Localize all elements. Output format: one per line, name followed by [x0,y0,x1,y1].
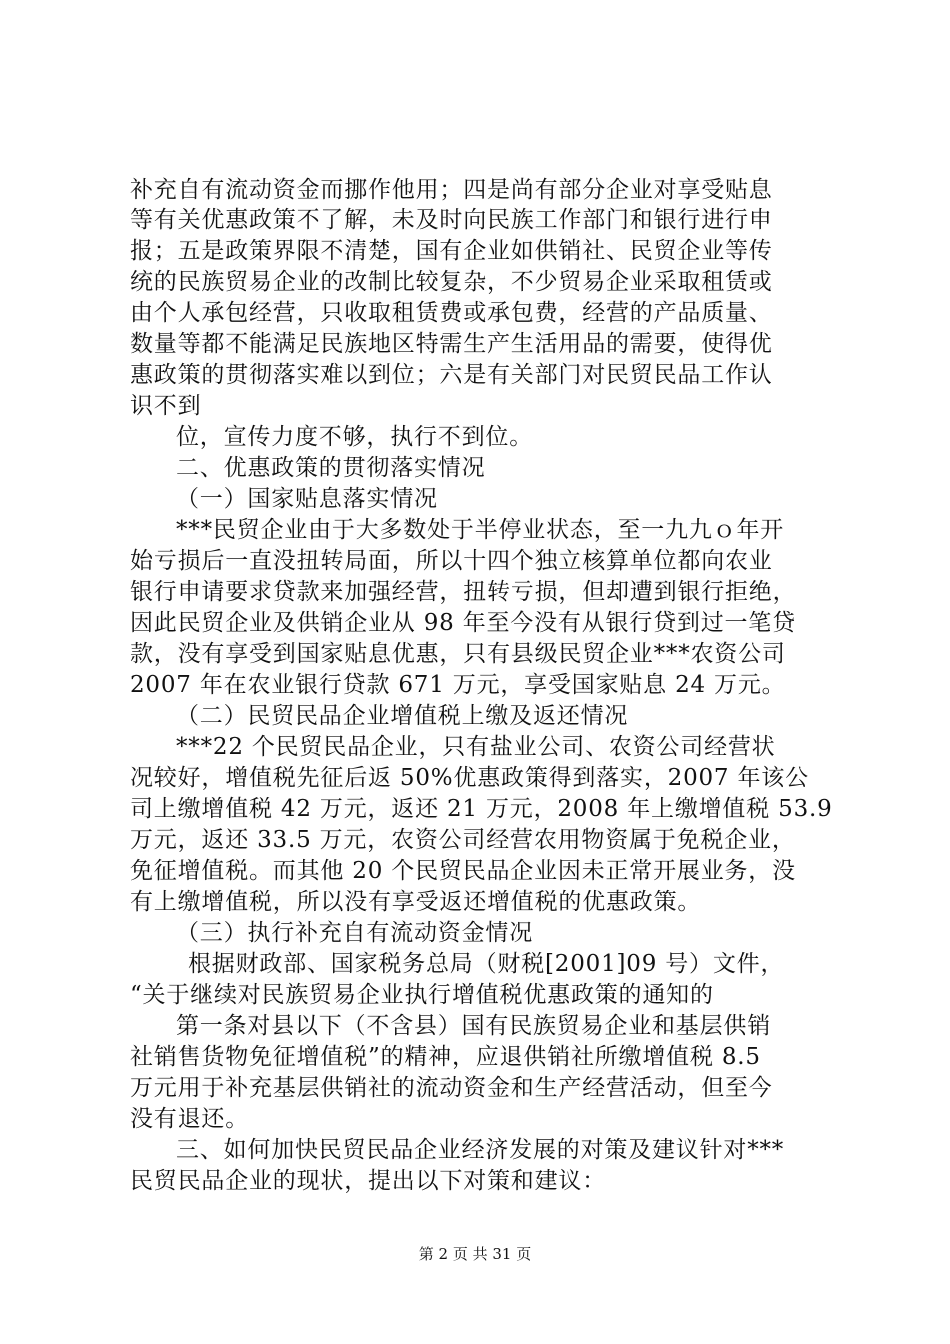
body-line: 数量等都不能满足民族地区特需生产生活用品的需要，使得优 [130,331,773,357]
body-line: 款，没有享受到国家贴息优惠，只有县级民贸企业***农资公司 [130,641,786,667]
body-line: 由个人承包经营，只收取租赁费或承包费，经营的产品质量、 [130,300,773,326]
body-line: ***民贸企业由于大多数处于半停业状态，至一九九ｏ年开 [176,517,785,543]
body-line: 万元，返还 33.5 万元，农资公司经营农用物资属于免税企业， [130,827,796,853]
body-line: 惠政策的贯彻落实难以到位；六是有关部门对民贸民品工作认 [130,362,773,388]
page-number-footer: 第 2 页 共 31 页 [418,1245,532,1263]
body-line: 补充自有流动资金而挪作他用；四是尚有部分企业对享受贴息 [130,177,773,203]
body-line: 社销售货物免征增值税”的精神，应退供销社所缴增值税 8.5 [130,1044,761,1070]
section-heading: 三、如何加快民贸民品企业经济发展的对策及建议针对*** [176,1137,785,1163]
body-line: 根据财政部、国家税务总局（财税[2001]09 号）文件， [188,951,785,977]
subsection-heading: （一）国家贴息落实情况 [176,486,438,512]
body-line: 统的民族贸易企业的改制比较复杂，不少贸易企业采取租赁或 [130,269,773,295]
body-line: 报；五是政策界限不清楚，国有企业如供销社、民贸企业等传 [130,238,773,264]
body-line: 识不到 [130,393,202,419]
body-line: ***22 个民贸民品企业，只有盐业公司、农资公司经营状 [176,734,776,760]
body-line: 万元用于补充基层供销社的流动资金和生产经营活动，但至今 [130,1075,773,1101]
body-line: 因此民贸企业及供销企业从 98 年至今没有从银行贷到过一笔贷 [130,610,796,636]
body-line: 民贸民品企业的现状，提出以下对策和建议： [130,1168,606,1194]
body-line: 没有退还。 [130,1106,249,1132]
body-line: 2007 年在农业银行贷款 671 万元，享受国家贴息 24 万元。 [130,672,786,698]
body-line: “关于继续对民族贸易企业执行增值税优惠政策的通知的 [130,982,714,1008]
section-heading: 二、优惠政策的贯彻落实情况 [176,455,486,481]
subsection-heading: （二）民贸民品企业增值税上缴及返还情况 [176,703,629,729]
subsection-heading: （三）执行补充自有流动资金情况 [176,920,533,946]
body-line: 第一条对县以下（不含县）国有民族贸易企业和基层供销 [176,1013,771,1039]
body-line: 免征增值税。而其他 20 个民贸民品企业因未正常开展业务，没 [130,858,796,884]
body-line: 始亏损后一直没扭转局面，所以十四个独立核算单位都向农业 [130,548,773,574]
body-line: 况较好，增值税先征后返 50%优惠政策得到落实，2007 年该公 [130,765,809,791]
body-line: 位，宣传力度不够，执行不到位。 [176,424,533,450]
body-line: 等有关优惠政策不了解，未及时向民族工作部门和银行进行申 [130,207,773,233]
body-line: 司上缴增值税 42 万元，返还 21 万元，2008 年上缴增值税 53.9 [130,796,833,822]
body-line: 银行申请要求贷款来加强经营，扭转亏损，但却遭到银行拒绝， [130,579,797,605]
body-line: 有上缴增值税，所以没有享受返还增值税的优惠政策。 [130,889,702,915]
